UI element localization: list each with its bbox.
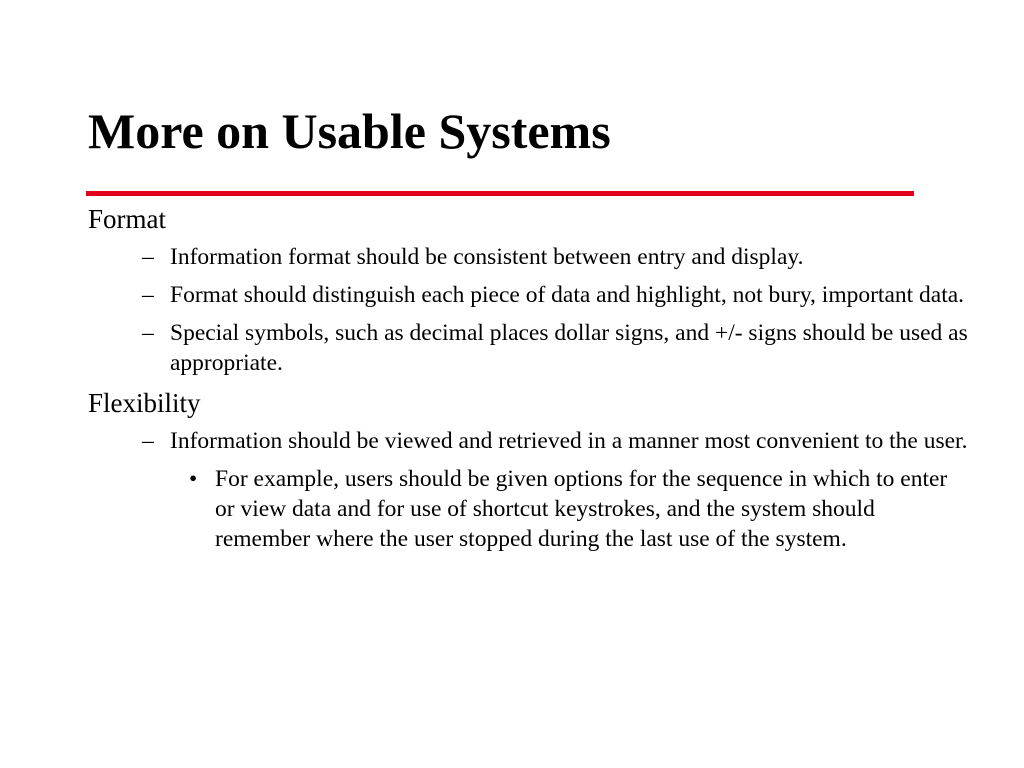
section-heading-format: Format xyxy=(88,204,166,234)
bullet-item xyxy=(88,280,968,310)
sub-bullet-item xyxy=(88,464,968,554)
dash-marker: – xyxy=(142,428,154,454)
bullet-text: Format should distinguish each piece of data and highlight, not bury, important data. xyxy=(170,282,965,308)
bullet-text: Special symbols, such as decimal places dollar signs, and +/- signs should be used as appropriate. xyxy=(170,320,968,376)
dash-marker: – xyxy=(142,282,154,308)
slide-title: More on Usable Systems xyxy=(88,103,611,159)
title-underline xyxy=(86,191,914,196)
dash-marker: – xyxy=(142,320,154,346)
bullet-marker: • xyxy=(189,466,198,492)
bullet-item xyxy=(88,242,968,272)
dash-marker: – xyxy=(142,244,154,270)
section-heading-flexibility: Flexibility xyxy=(88,388,201,418)
bullet-text: Information should be viewed and retrieved in a manner most convenient to the user. xyxy=(170,428,968,454)
sub-bullet-text: For example, users should be given options for the sequence in which to enter or view data and for use of shortcut keystrokes, and the system should remember where the user stopped during the last use of the system. xyxy=(215,466,948,552)
slide-body xyxy=(88,202,968,562)
bullet-item xyxy=(88,426,968,456)
bullet-text: Information format should be consistent between entry and display. xyxy=(170,244,804,270)
bullet-item xyxy=(88,318,968,378)
